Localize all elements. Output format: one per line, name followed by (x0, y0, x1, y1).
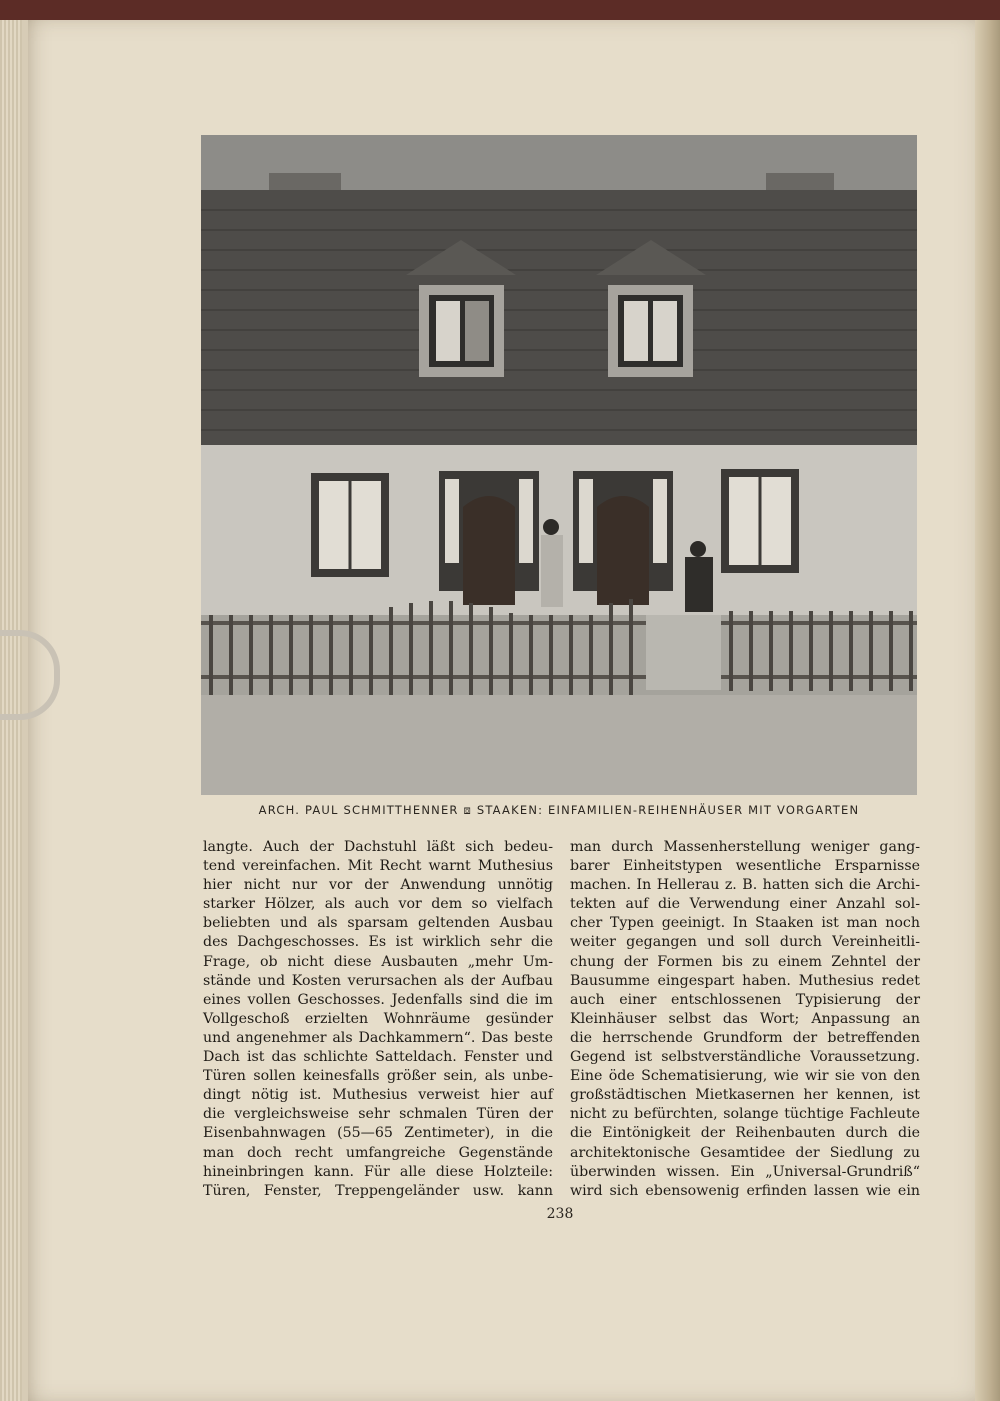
text-line: hier nicht nur vor der Anwendung unnötig (203, 877, 553, 894)
text-line: architektonische Gesamtidee der Siedlung zu (570, 1144, 920, 1161)
text-line: die Eintönigkeit der Reihenbauten durch die (570, 1125, 920, 1142)
text-line: nicht zu befürchten, solange tüchtige Fachleute (570, 1106, 920, 1123)
text-line: überwinden wissen. Ein „Universal-Grundriß“ (570, 1163, 920, 1180)
window-left (311, 473, 389, 577)
text-line: die herrschende Grundform der betreffenden (570, 1029, 920, 1046)
text-line: Türen sollen keinesfalls größer sein, als unbe- (203, 1068, 553, 1085)
text-line: man doch recht umfangreiche Gegenstände (203, 1144, 553, 1161)
text-line: Kleinhäuser selbst das Wort; Anpassung an (570, 1010, 920, 1027)
page-right-edge (975, 20, 1000, 1401)
text-line: stände und Kosten verursachen als der Aufbau (203, 972, 553, 989)
text-line: langte. Auch der Dachstuhl läßt sich bedeu- (203, 839, 553, 855)
text-line: Frage, ob nicht diese Ausbauten „mehr Um- (203, 953, 553, 970)
text-line: barer Einheitstypen wesentliche Ersparnisse (570, 858, 920, 875)
text-line: starker Hölzer, als auch vor dem so vielfach (203, 896, 553, 913)
text-line: auch einer entschlossenen Typisierung der (570, 991, 920, 1008)
roof (201, 190, 917, 445)
text-line: dingt nötig ist. Muthesius verweist hier auf (203, 1087, 553, 1104)
text-line: die vergleichsweise sehr schmalen Türen der (203, 1106, 553, 1123)
text-line: Bausumme eingespart haben. Muthesius redet (570, 972, 920, 989)
text-line: Gegend ist selbstverständliche Voraussetzung. (570, 1049, 920, 1066)
text-line: Eisenbahnwagen (55—65 Zentimeter), in die (203, 1125, 553, 1142)
text-line: beliebten und als sparsam geltenden Ausbau (203, 915, 553, 932)
text-line: und angenehmer als Dachkammern“. Das beste (203, 1029, 553, 1046)
text-line: Eine öde Schematisierung, wie wir sie von den (570, 1068, 920, 1085)
text-line: des Dachgeschosses. Es ist wirklich sehr die (203, 934, 553, 951)
text-column-right (570, 838, 920, 1201)
photo-caption: ARCH. PAUL SCHMITTHENNER ⧈ STAAKEN: EINFAMILIEN-REIHENHÄUSER MIT VORGARTEN (258, 803, 860, 817)
text-line: hineinbringen kann. Für alle diese Holzteile: (203, 1163, 553, 1180)
text-line: wird sich ebensowenig erfinden lassen wie ein (570, 1182, 920, 1199)
window-right (721, 469, 799, 573)
text-column-left (203, 838, 553, 1201)
text-line: cher Typen geeinigt. In Staaken ist man noch (570, 915, 920, 932)
gravel-path (646, 615, 721, 690)
door-left (439, 471, 539, 605)
door-right (573, 471, 673, 605)
text-line: tend vereinfachen. Mit Recht warnt Muthesius (203, 858, 553, 875)
text-line: Türen, Fenster, Treppengeländer usw. kann (203, 1182, 553, 1199)
text-line: eines vollen Geschosses. Jedenfalls sind die im (203, 991, 553, 1008)
text-line: man durch Massenherstellung weniger gang- (570, 839, 920, 855)
text-line: tekten auf die Verwendung einer Anzahl sol- (570, 896, 920, 913)
text-line: Vollgeschoß erzielten Wohnräume gesünder (203, 1010, 553, 1027)
house-photograph (201, 135, 917, 795)
text-line: großstädtischen Mietkasernen her kennen, ist (570, 1087, 920, 1104)
page-number: 238 (546, 1206, 574, 1222)
text-line: machen. In Hellerau z. B. hatten sich die Archi- (570, 877, 920, 894)
foreground-sand (201, 695, 917, 795)
text-line: Dach ist das schlichte Satteldach. Fenster und (203, 1049, 553, 1066)
text-line: chung der Formen bis zu einem Zehntel der (570, 953, 920, 970)
text-line: weiter gegangen und soll durch Vereinheitli- (570, 934, 920, 951)
